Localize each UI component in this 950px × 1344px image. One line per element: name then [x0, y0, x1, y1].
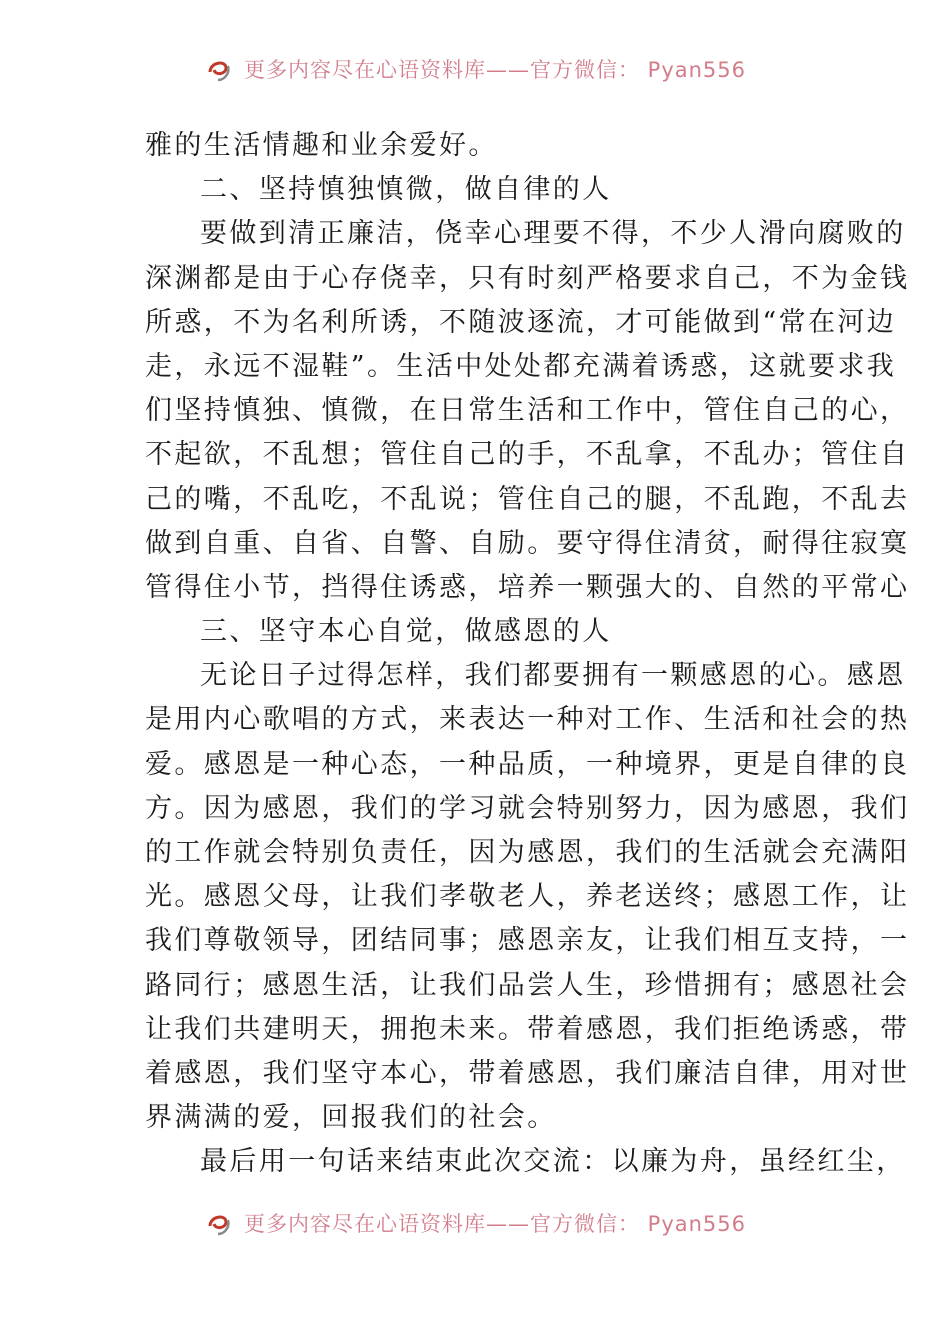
- text-line: 要做到清正廉洁，侥幸心理要不得，不少人滑向腐败的: [200, 218, 906, 250]
- watermark-text: 更多内容尽在心语资料库——官方微信： Pyan556: [243, 1212, 747, 1236]
- text-line: 管得住小节，挡得住诱惑，培养一颗强大的、自然的平常心: [145, 571, 910, 603]
- watermark-content: [204, 1208, 746, 1238]
- swirl-logo-icon: [204, 54, 234, 84]
- text-line: 方。因为感恩，我们的学习就会特别努力，因为感恩，我们: [145, 792, 910, 824]
- text-line: 最后用一句话来结束此次交流：以廉为舟，虽经红尘，: [200, 1146, 906, 1178]
- watermark-content: [204, 54, 746, 84]
- text-line: 着感恩，我们坚守本心，带着感恩，我们廉洁自律，用对世: [145, 1057, 910, 1089]
- text-line: 深渊都是由于心存侥幸，只有时刻严格要求自己，不为金钱: [145, 262, 910, 294]
- header-watermark: [0, 50, 950, 90]
- text-line: 不起欲，不乱想；管住自己的手，不乱拿，不乱办；管住自: [145, 439, 910, 471]
- footer-watermark: [0, 1204, 950, 1244]
- document-body: [145, 124, 910, 1185]
- text-line: 无论日子过得怎样，我们都要拥有一颗感恩的心。感恩: [200, 660, 906, 692]
- text-line: 们坚持慎独、慎微，在日常生活和工作中，管住自己的心，: [145, 395, 910, 427]
- watermark-text: 更多内容尽在心语资料库——官方微信： Pyan556: [243, 58, 747, 82]
- text-line: 让我们共建明天，拥抱未来。带着感恩，我们拒绝诱惑，带: [145, 1013, 910, 1045]
- text-line: 二、坚持慎独慎微，做自律的人: [200, 174, 612, 206]
- text-line: 光。感恩父母，让我们孝敬老人，养老送终；感恩工作，让: [145, 881, 910, 913]
- text-line: 路同行；感恩生活，让我们品尝人生，珍惜拥有；感恩社会: [145, 969, 910, 1001]
- text-line: 的工作就会特别负责任，因为感恩，我们的生活就会充满阳: [145, 837, 910, 868]
- text-line: 三、坚守本心自觉，做感恩的人: [200, 616, 612, 648]
- text-line: 是用内心歌唱的方式，来表达一种对工作、生活和社会的热: [145, 704, 910, 736]
- text-line: 界满满的爱，回报我们的社会。: [145, 1102, 557, 1134]
- text-line: 爱。感恩是一种心态，一种品质，一种境界，更是自律的良: [145, 748, 910, 780]
- text-line: 走，永远不湿鞋”。生活中处处都充满着诱惑，这就要求我: [145, 350, 897, 382]
- text-line: 己的嘴，不乱吃，不乱说；管住自己的腿，不乱跑，不乱去: [145, 483, 910, 515]
- text-line: 雅的生活情趣和业余爱好。: [145, 130, 498, 161]
- swirl-logo-icon: [204, 1208, 234, 1238]
- text-line: 做到自重、自省、自警、自励。要守得住清贫，耐得往寂寞: [145, 527, 910, 559]
- text-line: 我们尊敬领导，团结同事；感恩亲友，让我们相互支持，一: [145, 925, 910, 957]
- text-line: 所惑，不为名利所诱，不随波逐流，才可能做到“常在河边: [145, 306, 897, 338]
